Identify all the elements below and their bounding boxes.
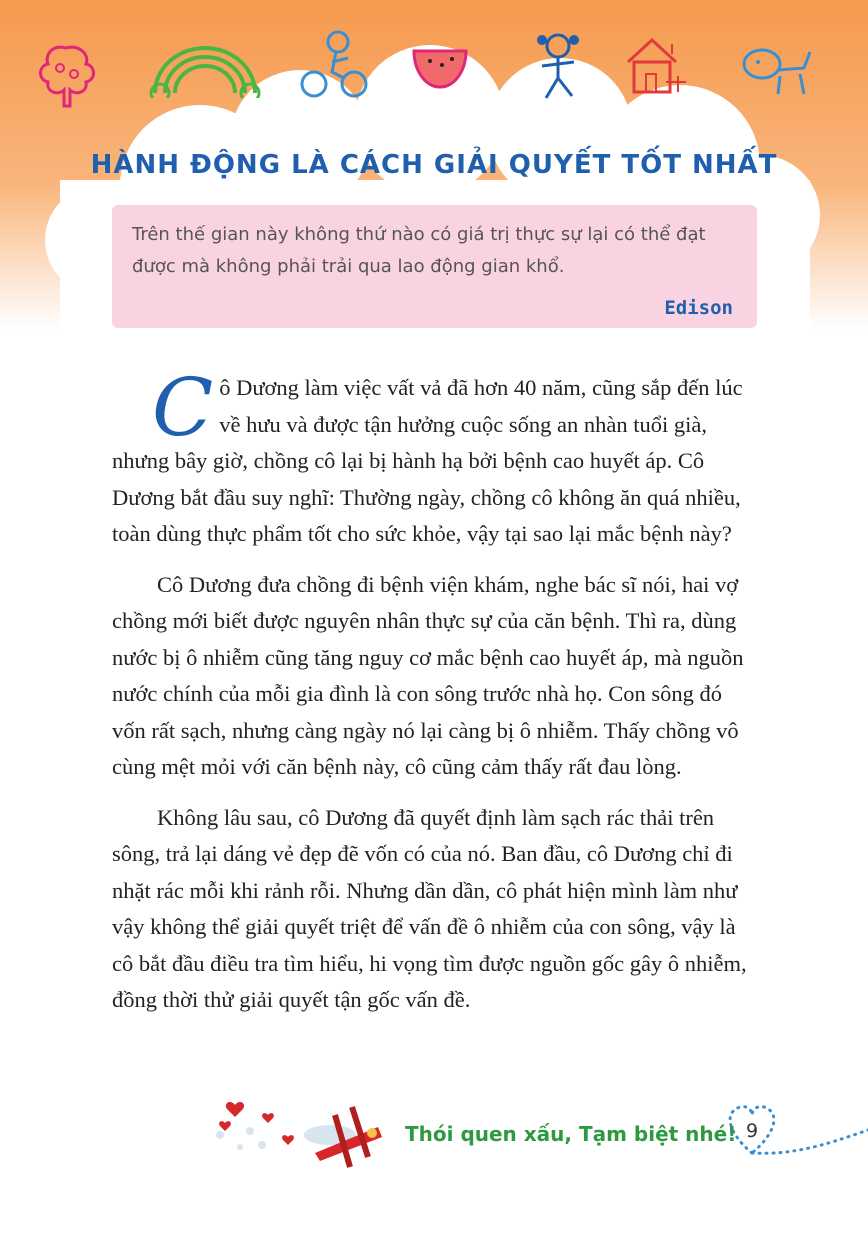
house-icon	[622, 32, 688, 98]
page-number: 9	[745, 1120, 759, 1142]
quote-box	[112, 205, 757, 328]
page-title: HÀNH ĐỘNG LÀ CÁCH GIẢI QUYẾT TỐT NHẤT	[90, 150, 778, 180]
story-paragraph-1-text: ô Dương làm việc vất vả đã hơn 40 năm, cũng sắp đến lúc về hưu và được tận hưởng cuộc sống an nhàn tuổi già, nhưng bây giờ, chồng cô lại bị hành hạ bởi bệnh cao huyết áp. Cô Dương bắt đầu suy nghĩ: Thường ngày, chồng cô không ăn quá nhiều, toàn dùng thực phẩm tốt cho sức khỏe, vậy tại sao lại mắc bệnh này?	[112, 375, 743, 546]
cyclist-icon	[300, 28, 368, 100]
hearts-icon	[219, 1102, 294, 1145]
dog-icon	[740, 42, 818, 98]
girl-icon	[528, 30, 588, 102]
story-paragraph-3: Không lâu sau, cô Dương đã quyết định làm sạch rác thải trên sông, trả lại dáng vẻ đẹp đẽ vốn có của nó. Ban đầu, cô Dương chỉ đi nhặt rác mỗi khi rảnh rỗi. Nhưng dần dần, cô phát hiện mình làm như vậy không thể giải quyết triệt để vấn đề ô nhiễm của con sông, vậy là cô bắt đầu điều tra tìm hiểu, hi vọng tìm được nguồn gốc gây ô nhiễm, đồng thời thử giải quyết tận gốc vấn đề.	[112, 804, 747, 1012]
drop-cap: C	[152, 361, 214, 454]
quote-author: Edison	[664, 297, 733, 319]
watermelon-icon	[410, 45, 470, 93]
story-paragraph-1	[112, 361, 757, 553]
story-paragraph-2: Cô Dương đưa chồng đi bệnh viện khám, nghe bác sĩ nói, hai vợ chồng mới biết được nguyên nhân thực sự của căn bệnh. Thì ra, dùng nước bị ô nhiễm cũng tăng nguy cơ mắc bệnh cao huyết áp, mà nguồn nước chính của mỗi gia đình là con sông trước nhà họ. Con sông đó vốn rất sạch, nhưng càng ngày nó lại càng bị ô nhiễm. Thấy chồng vô cùng mệt mỏi với căn bệnh này, cô cũng cảm thấy rất đau lòng.	[112, 571, 744, 779]
quote-text: Trên thế gian này không thứ nào có giá trị thực sự lại có thể đạt được mà không phải trải qua lao động gian khổ.	[132, 224, 706, 277]
book-title: Thói quen xấu, Tạm biệt nhé!	[405, 1122, 737, 1146]
tree-icon	[30, 40, 102, 112]
rainbow-icon	[145, 38, 265, 98]
story-body	[112, 361, 757, 1033]
